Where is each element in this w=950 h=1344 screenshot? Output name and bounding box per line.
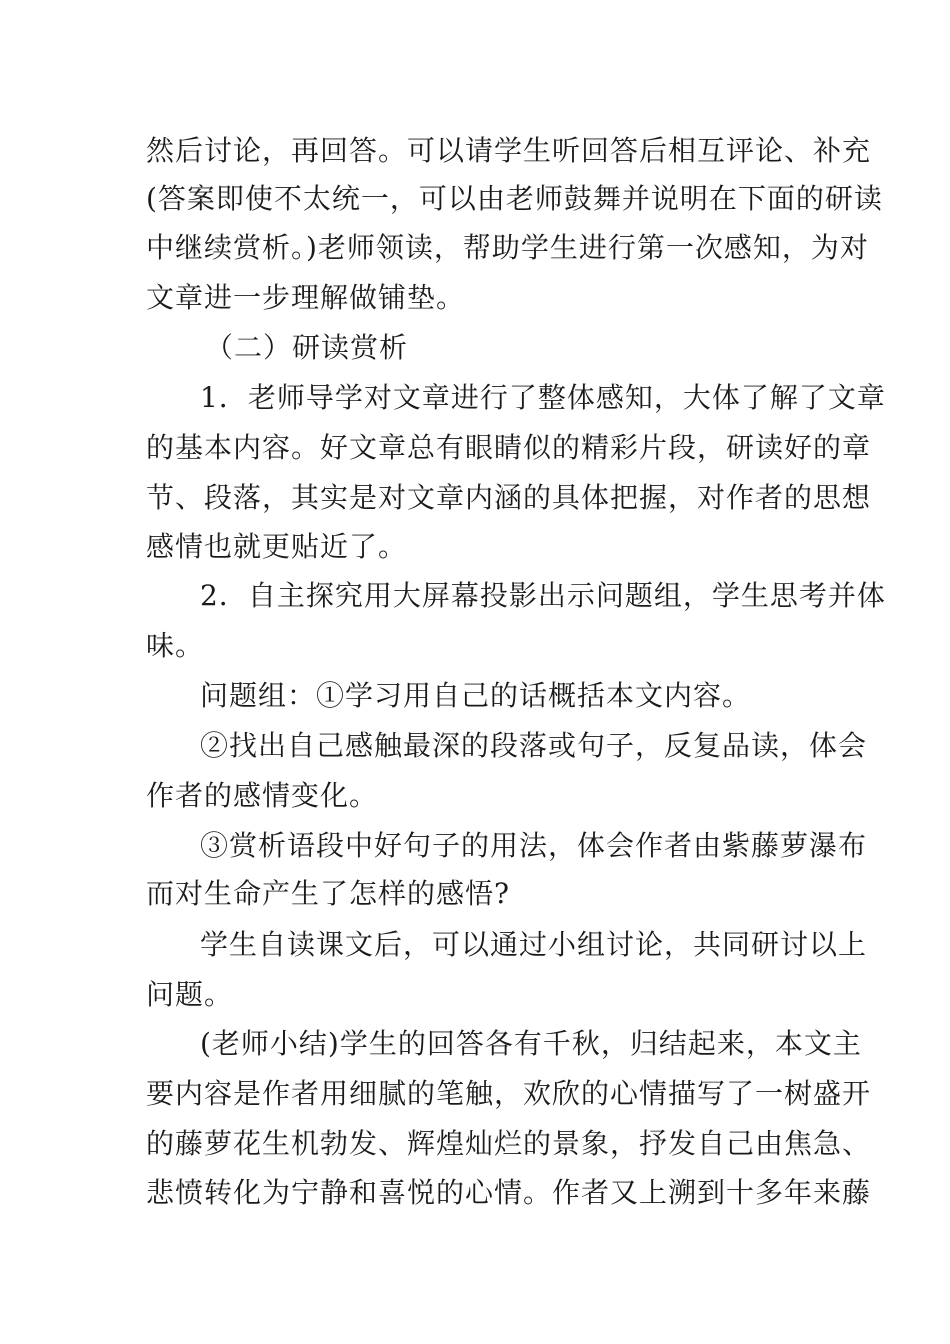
text-line: 学生自读课文后，可以通过小组讨论，共同研讨以上 [200, 928, 868, 961]
text-line: 文章进一步理解做铺垫。 [146, 281, 466, 314]
text-line: 作者的感情变化。 [146, 779, 379, 812]
text-line: ②找出自己感触最深的段落或句子，反复品读，体会 [200, 729, 868, 762]
text-line: 的基本内容。好文章总有眼睛似的精彩片段，研读好的章 [146, 431, 872, 464]
text-line: 而对生命产生了怎样的感悟? [146, 877, 511, 910]
text-line: 感情也就更贴近了。 [146, 530, 408, 563]
text-line: 节、段落，其实是对文章内涵的具体把握，对作者的思想 [146, 481, 872, 514]
text-line: 问题组：①学习用自己的话概括本文内容。 [200, 679, 752, 712]
text-line: (老师小结)学生的回答各有千秋，归结起来，本文主 [200, 1027, 862, 1060]
text-line: ③赏析语段中好句子的用法，体会作者由紫藤萝瀑布 [200, 829, 868, 862]
text-line: 味。 [146, 629, 205, 662]
section-heading: （二）研读赏析 [205, 331, 409, 364]
text-line: 然后讨论，再回答。可以请学生听回答后相互评论、补充 [146, 134, 872, 167]
text-line: 中继续赏析。)老师领读，帮助学生进行第一次感知，为对 [146, 231, 869, 264]
text-line: 2．自主探究用大屏幕投影出示问题组，学生思考并体 [200, 579, 886, 612]
text-line: 要内容是作者用细腻的笔触，欢欣的心情描写了一树盛开 [146, 1077, 872, 1110]
text-line: 的藤萝花生机勃发、辉煌灿烂的景象，抒发自己由焦急、 [146, 1127, 872, 1160]
text-line: 悲愤转化为宁静和喜悦的心情。作者又上溯到十多年来藤 [146, 1176, 872, 1209]
text-line: (答案即使不太统一，可以由老师鼓舞并说明在下面的研读 [146, 182, 883, 215]
text-line: 问题。 [146, 978, 234, 1011]
text-line: 1．老师导学对文章进行了整体感知，大体了解了文章 [200, 381, 886, 414]
